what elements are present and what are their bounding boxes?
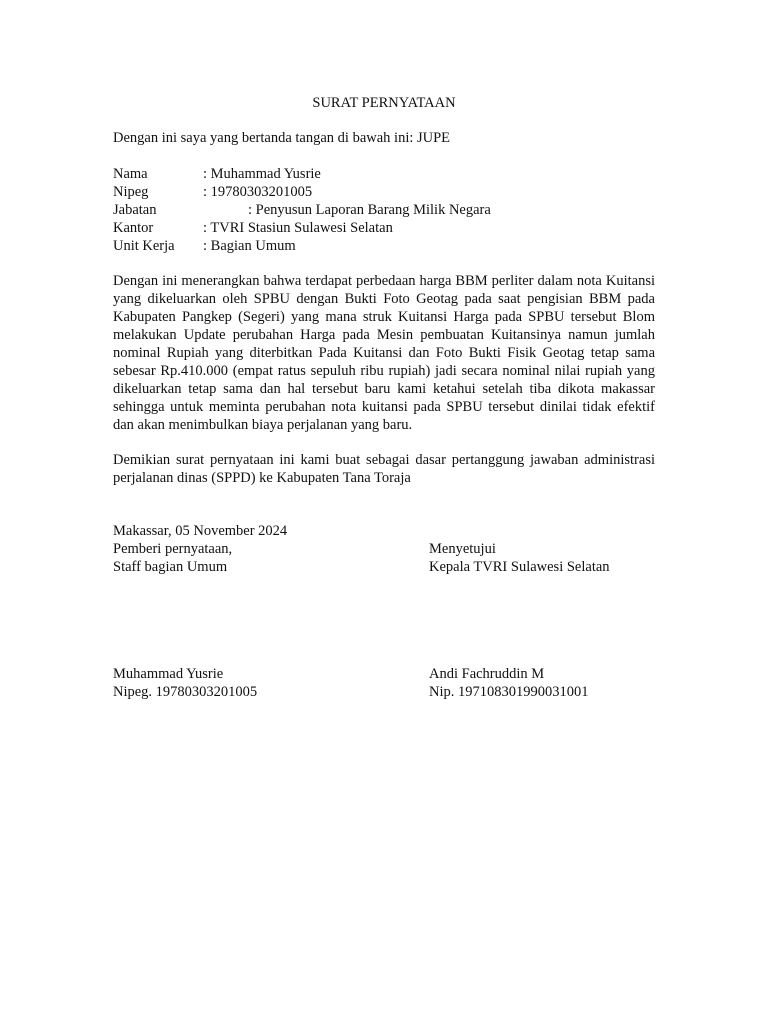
signer-position: Staff bagian Umum xyxy=(113,559,228,575)
field-value: : TVRI Stasiun Sulawesi Selatan xyxy=(203,220,393,236)
signer-name: Muhammad Yusrie xyxy=(113,666,224,682)
body-paragraph: Dengan ini menerangkan bahwa terdapat perbedaan harga BBM perliter dalam nota Kuitansi yang dikeluarkan oleh SPBU dengan Bukti Foto Geotag pada saat pengisian BBM pada Kabupaten Pangkep (Segeri) yang mana struk Kuitansi Harga pada SPBU tersebut Blom melakukan Update perubahan Harga pada Mesin pembuatan Kuitansinya namun jumlah nominal Rupiah yang diterbitkan Pada Kuitansi dan Foto Bukti Fisik Geotag tetap sama sebesar Rp.410.000 (empat ratus sepuluh ribu rupiah) jadi secara nominal nilai rupiah yang dikeluarkan tetap sama dan hal tersebut baru kami ketahui setelah tiba dikota makassar sehingga untuk meminta perubahan nota kuitansi pada SPBU tersebut dinilai tidak efektif dan akan menimbulkan biaya perjalanan yang baru. xyxy=(113,273,655,433)
signature-block-left xyxy=(113,522,413,576)
field-row-nama xyxy=(113,165,655,183)
field-label: Kantor xyxy=(113,220,154,236)
place-date: Makassar, 05 November 2024 xyxy=(113,523,288,539)
field-row-jabatan xyxy=(113,201,655,219)
field-label: Jabatan xyxy=(113,202,157,218)
approver-id: Nip. 197108301990031001 xyxy=(429,684,589,700)
field-label: Unit Kerja xyxy=(113,238,175,254)
field-row-nipeg xyxy=(113,183,655,201)
field-label: Nama xyxy=(113,166,148,182)
approver-role: Menyetujui xyxy=(429,541,496,557)
field-value: : 19780303201005 xyxy=(203,184,313,200)
signer-name-block xyxy=(113,665,257,701)
document-title: SURAT PERNYATAAN xyxy=(312,95,456,111)
approver-position: Kepala TVRI Sulawesi Selatan xyxy=(429,559,610,575)
field-value: : Muhammad Yusrie xyxy=(203,166,321,182)
field-label: Nipeg xyxy=(113,184,149,200)
field-value: : Bagian Umum xyxy=(203,238,296,254)
field-row-kantor xyxy=(113,219,655,237)
approver-name-block xyxy=(429,665,589,701)
closing-paragraph: Demikian surat pernyataan ini kami buat sebagai dasar pertanggung jawaban administrasi perjalanan dinas (SPPD) ke Kabupaten Tana Toraja xyxy=(113,452,655,486)
signature-block-right xyxy=(429,540,669,576)
field-value: : Penyusun Laporan Barang Milik Negara xyxy=(248,202,491,218)
identity-fields xyxy=(113,165,655,255)
field-row-unit-kerja xyxy=(113,237,655,255)
approver-name: Andi Fachruddin M xyxy=(429,666,545,682)
intro-line: Dengan ini saya yang bertanda tangan di bawah ini: JUPE xyxy=(113,130,451,146)
signer-id: Nipeg. 19780303201005 xyxy=(113,684,258,700)
signer-role: Pemberi pernyataan, xyxy=(113,541,233,557)
